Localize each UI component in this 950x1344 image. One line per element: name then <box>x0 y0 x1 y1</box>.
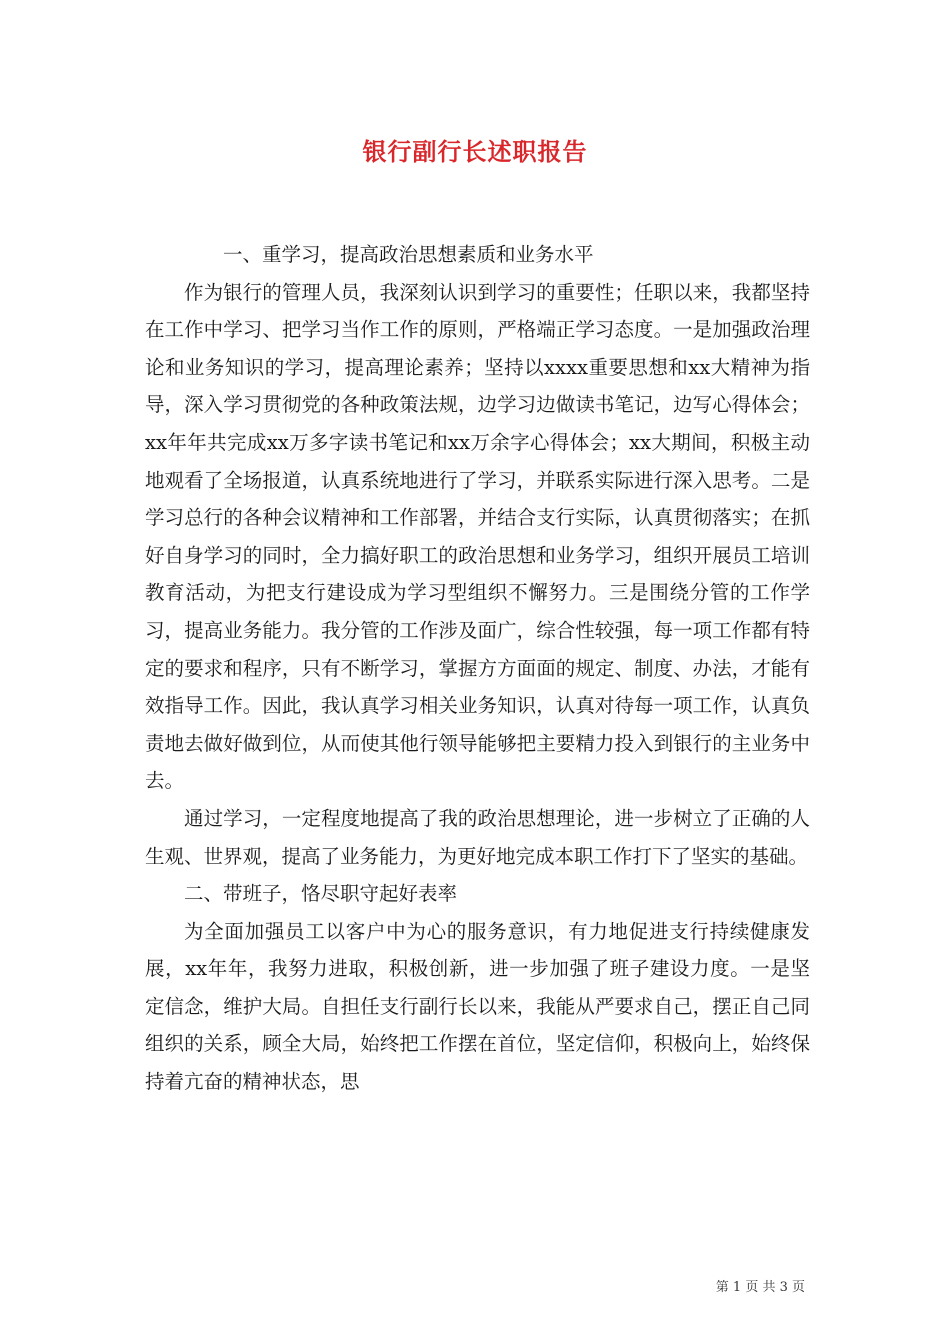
body-paragraph-1: 作为银行的管理人员，我深刻认识到学习的重要性；任职以来，我都坚持在工作中学习、把学习当作工作的原则，严格端正学习态度。一是加强政治理论和业务知识的学习，提高理论素养；坚持以xxxx重要思想和xx大精神为指导，深入学习贯彻党的各种政策法规，边学习边做读书笔记，边写心得体会；xx年年共完成xx万多字读书笔记和xx万余字心得体会；xx大期间，积极主动地观看了全场报道，认真系统地进行了学习，并联系实际进行深入思考。二是学习总行的各种会议精神和工作部署，并结合支行实际，认真贯彻落实；在抓好自身学习的同时，全力搞好职工的政治思想和业务学习，组织开展员工培训教育活动，为把支行建设成为学习型组织不懈努力。三是围绕分管的工作学习，提高业务能力。我分管的工作涉及面广，综合性较强，每一项工作都有特定的要求和程序，只有不断学习，掌握方方面面的规定、制度、办法，才能有效指导工作。因此，我认真学习相关业务知识，认真对待每一项工作，认真负责地去做好做到位，从而使其他行领导能够把主要精力投入到银行的主业务中去。 <box>145 280 810 793</box>
body-paragraph-3: 为全面加强员工以客户中为心的服务意识，有力地促进支行持续健康发展，xx年年，我努力进取，积极创新，进一步加强了班子建设力度。一是坚定信念，维护大局。自担任支行副行长以来，我能从严要求自己，摆正自己同组织的关系，顾全大局，始终把工作摆在首位，坚定信仰，积极向上，始终保持着亢奋的精神状态，思 <box>145 919 810 1094</box>
document-body <box>145 236 810 1101</box>
page-number: 第 1 页 共 3 页 <box>715 1280 805 1295</box>
body-paragraph-2: 通过学习，一定程度地提高了我的政治思想理论，进一步树立了正确的人生观、世界观，提高了业务能力，为更好地完成本职工作打下了坚实的基础。 <box>145 806 810 868</box>
section-heading-2: 二、带班子，恪尽职守起好表率 <box>184 882 458 906</box>
document-title: 银行副行长述职报告 <box>362 137 588 166</box>
section-heading-1: 一、重学习，提高政治思想素质和业务水平 <box>223 243 594 266</box>
